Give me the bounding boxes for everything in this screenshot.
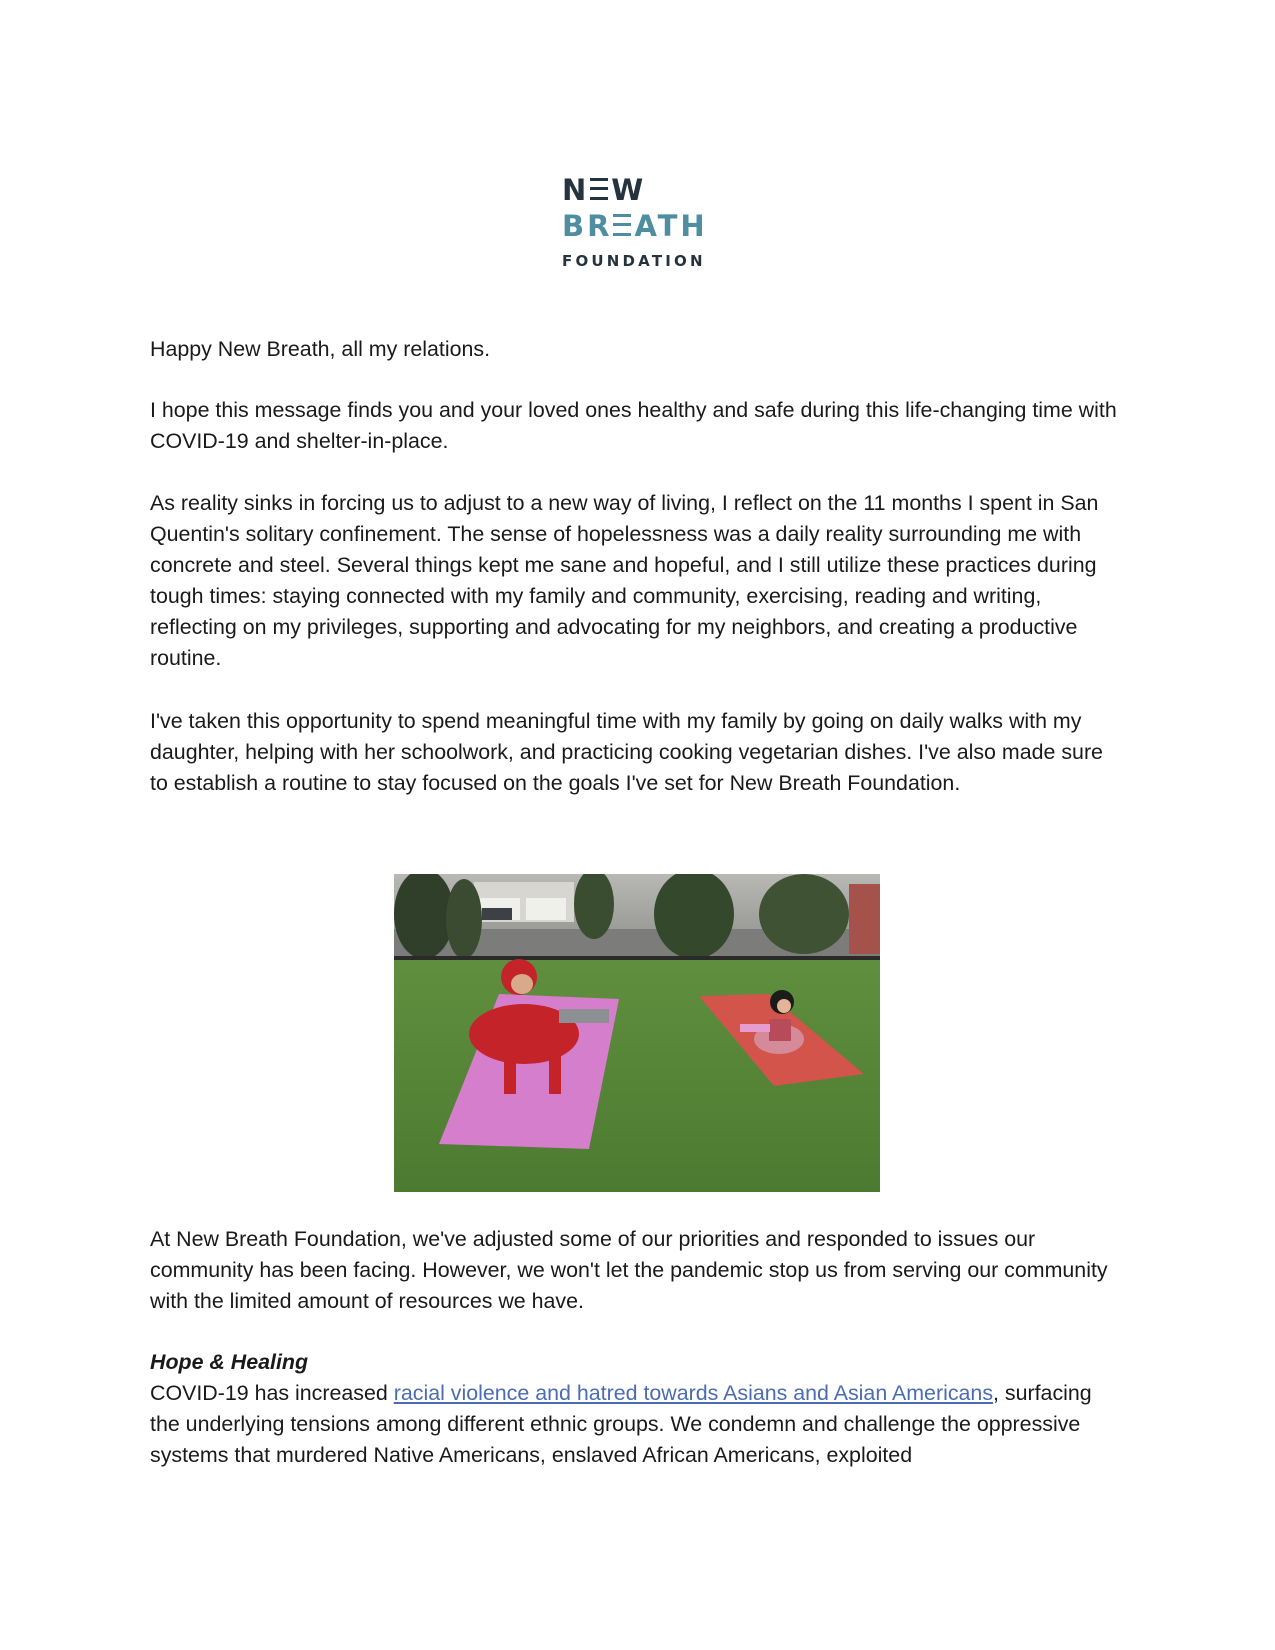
racial-violence-article-link[interactable]: racial violence and hatred towards Asians and Asian Americans [393,1381,994,1405]
paragraph-2 [150,488,1125,674]
paragraph-5 [150,1378,1125,1471]
paragraph-3 [150,706,1125,799]
paragraph-text: I've taken this opportunity to spend meaningful time with my family by going on daily walks with my daughter, helping with her schoolwork, and practicing cooking vegetarian dishes. I've also made sure to establish a routine to stay focused on the goals I've set for New Breath Foundation. [150,709,1103,795]
greeting-text: Happy New Breath, all my relations. [150,337,491,361]
logo-text-part: BR [562,209,613,243]
triple-bar-e-icon [590,178,608,200]
family-yoga-photo [394,874,880,1192]
paragraph-1 [150,395,1125,457]
logo-text-part: ATH [634,209,708,243]
paragraph-text: At New Breath Foundation, we've adjusted some of our priorities and responded to issues our community has been facing. However, we won't let the pandemic stop us from serving our community with the limited amount of resources we have. [150,1227,1108,1313]
section-heading: Hope & Healing [150,1350,309,1374]
paragraph-text: I hope this message finds you and your loved ones healthy and safe during this life-changing time with COVID-19 and shelter-in-place. [150,398,1117,453]
paragraph-4 [150,1224,1125,1317]
paragraph-text-part: , surfacing the underlying tensions among different ethnic groups. We condemn and challenge the oppressive systems that murdered Native Americans, enslaved African Americans, exploited [150,1381,1092,1467]
triple-bar-e-icon [613,214,631,236]
logo-line-foundation: FOUNDATION [562,252,706,270]
greeting [150,334,1125,365]
paragraph-text-part: COVID-19 has increased [150,1381,394,1405]
section-hope-healing [150,1347,1125,1471]
logo-text-part: N [562,173,590,207]
logo-text-part: W [611,173,647,207]
paragraph-text: As reality sinks in forcing us to adjust to a new way of living, I reflect on the 11 months I spent in San Quentin's solitary confinement. The sense of hopelessness was a daily reality surrounding me with concrete and steel. Several things kept me sane and hopeful, and I still utilize these practices during tough times: staying connected with my family and community, exercising, reading and writing, reflecting on my privileges, supporting and advocating for my neighbors, and creating a productive routine. [150,491,1099,670]
logo-line-new [562,173,647,207]
logo-line-breath [562,209,708,243]
